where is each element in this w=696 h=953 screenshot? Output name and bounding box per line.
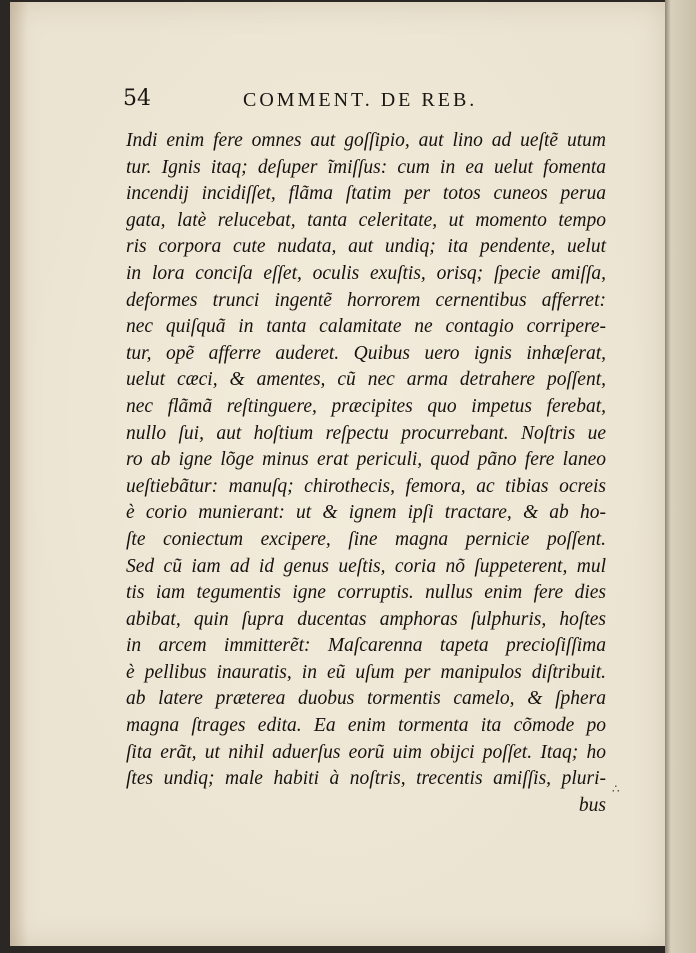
text-line: gata, latè relucebat, tanta celeritate, ut momento tempo (126, 209, 606, 231)
text-line: è pellibus inauratis, in eũ uſum per manipulos diſtribuit. (126, 661, 606, 683)
text-line: ueſtiebãtur: manuſq; chirothecis, femora, ac tibias ocreis (126, 475, 606, 497)
text-line: ſtes undiq; male habiti à noſtris, trecentis amiſſis, pluri- (126, 768, 606, 790)
text-line: tis iam tegumentis igne corruptis. nullus enim fere dies (126, 582, 606, 604)
text-line: Indi enim fere omnes aut goſſipio, aut lino ad ueſtẽ utum (126, 130, 606, 151)
body-text (126, 128, 606, 819)
text-line: in arcem immitterẽt: Maſcarenna tapeta precioſiſſima (126, 635, 606, 657)
text-line: ab latere præterea duobus tormentis camelo, & ſphera (126, 688, 606, 710)
text-line: ris corpora cute nudata, aut undiq; ita pendente, uelut (126, 236, 606, 258)
page-number: 54 (123, 86, 151, 111)
text-line: ſita erãt, ut nihil aduerſus eorũ uim obijci poſſet. Itaq; ho (126, 741, 606, 763)
text-line: in lora conciſa eſſet, oculis exuſtis, orisq; ſpecie amiſſa, (126, 262, 606, 284)
text-line: nec flãmã reſtinguere, præcipites quo impetus ferebat, (126, 395, 606, 417)
text-line: Sed cũ iam ad id genus ueſtis, coria nõ ſuppeterent, mul (126, 555, 606, 577)
text-line: nullo ſui, aut hoſtium reſpectu procurrebant. Noſtris ue (126, 422, 606, 444)
text-line: è corio munierant: ut & ignem ipſi tractare, & ab ho- (126, 502, 606, 524)
ink-blot-mark: ∴ (612, 782, 620, 796)
next-page-edge (665, 0, 696, 953)
text-line: magna ſtrages edita. Ea enim tormenta ita cõmode po (126, 715, 606, 737)
text-line: uelut cæci, & amentes, cũ nec arma detrahere poſſent, (126, 369, 606, 391)
page-header (123, 86, 613, 112)
catchword: bus (578, 794, 606, 816)
text-line: abibat, quin ſupra ducentas amphoras ſulphuris, hoſtes (126, 608, 606, 630)
text-line: deformes trunci ingentẽ horrorem cernentibus afferret: (126, 289, 606, 311)
text-line: nec quiſquã in tanta calamitate ne contagio corripere- (126, 316, 606, 338)
text-line: ſte coniectum excipere, ſine magna pernicie poſſent. (126, 528, 606, 550)
text-line: tur. Ignis itaq; deſuper ĩmiſſus: cum in ea uelut fomenta (126, 156, 606, 178)
running-head: COMMENT. DE REB. (243, 89, 478, 111)
text-line: incendij incidiſſet, flãma ſtatim per totos cuneos perua (126, 183, 606, 205)
text-line: tur, opẽ afferre auderet. Quibus uero ignis inhæſerat, (126, 342, 606, 364)
text-line: ro ab igne lõge minus erat periculi, quod pãno fere laneo (126, 449, 606, 471)
